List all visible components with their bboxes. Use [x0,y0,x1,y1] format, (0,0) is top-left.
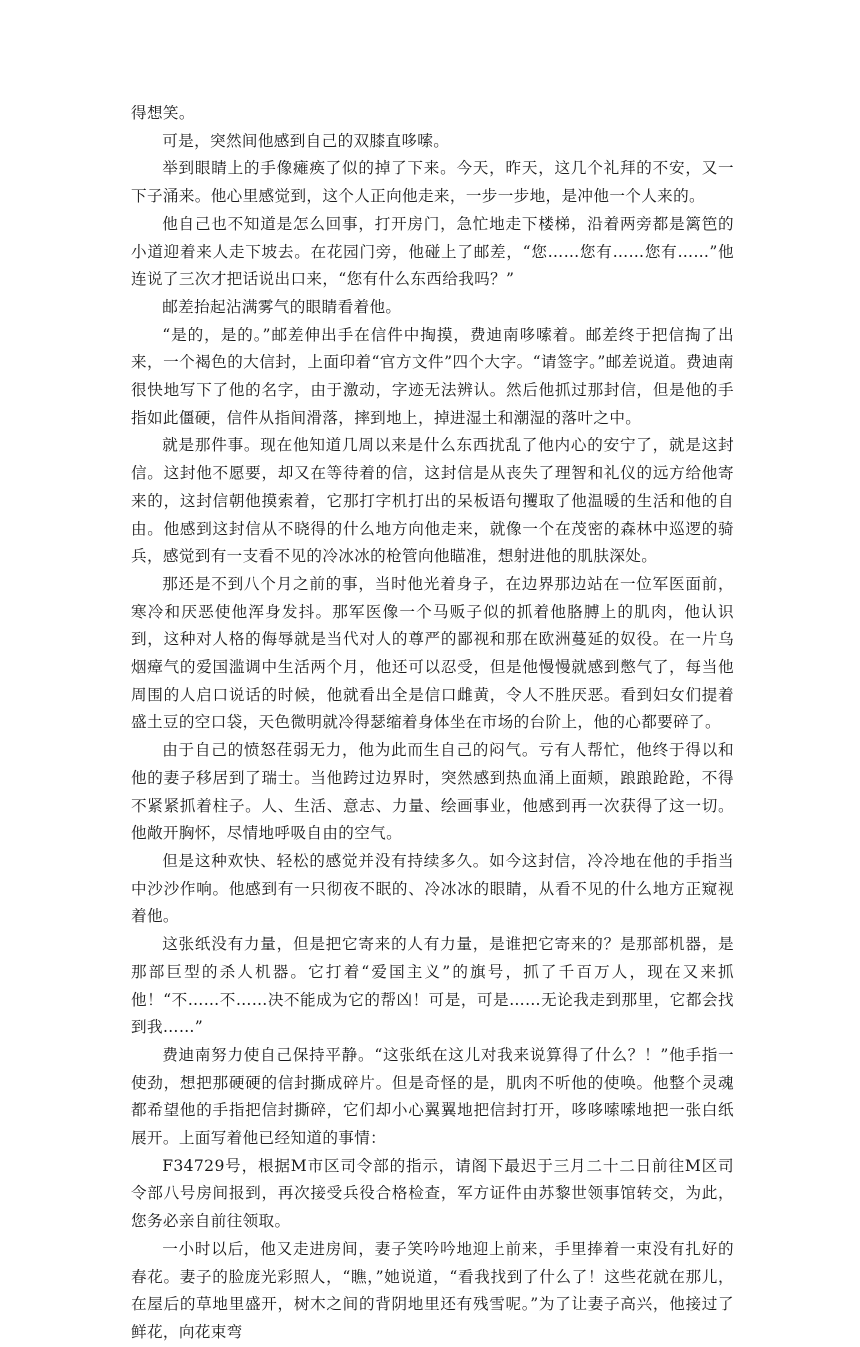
paragraph: 那还是不到八个月之前的事，当时他光着身子，在边界那边站在一位军医面前，寒冷和厌恶使他浑身发抖。那军医像一个马贩子似的抓着他胳膊上的肌肉，他认识到，这种对人格的侮辱就是当代对人的尊严的鄙视和那在欧洲蔓延的奴役。在一片乌烟瘴气的爱国滥调中生活两个月，他还可以忍受，但是他慢慢就感到憋气了，每当他周围的人启口说话的时候，他就看出全是信口雌黄，令人不胜厌恶。看到妇女们提着盛土豆的空口袋，天色微明就冷得瑟缩着身体坐在市场的台阶上，他的心都要碎了。 [131,574,734,732]
paragraph: 这张纸没有力量，但是把它寄来的人有力量，是谁把它寄来的？是那部机器，是那部巨型的杀人机器。它打着“爱国主义”的旗号，抓了千百万人，现在又来抓他！“不……不……决不能成为它的帮凶！可是，可是……无论我走到那里，它都会找到我……” [131,935,734,1037]
paragraph: “是的，是的。”邮差伸出手在信件中掏摸，费迪南哆嗦着。邮差终于把信掏了出来，一个褐色的大信封，上面印着“官方文件”四个大字。“请签字。”邮差说道。费迪南很快地写下了他的名字，由于激动，字迹无法辨认。然后他抓过那封信，但是他的手指如此僵硬，信件从指间滑落，摔到地上，掉进湿土和潮湿的落叶之中。 [131,325,734,427]
paragraph: 由于自己的愤怒荏弱无力，他为此而生自己的闷气。亏有人帮忙，他终于得以和他的妻子移居到了瑞士。当他跨过边界时，突然感到热血涌上面颊，踉踉跄跄，不得不紧紧抓着柱子。人、生活、意志、力量、绘画事业，他感到再一次获得了这一切。他敞开胸怀，尽情地呼吸自由的空气。 [131,741,734,843]
paragraph: 举到眼睛上的手像瘫痪了似的掉了下来。今天，昨天，这几个礼拜的不安，又一下子涌来。他心里感觉到，这个人正向他走来，一步一步地，是冲他一个人来的。 [131,159,734,206]
notice-paragraph: F34729号，根据M市区司令部的指示，请阁下最迟于三月二十二日前往M区司令部八号房间报到，再次接受兵役合格检查，军方证件由苏黎世领事馆转交，为此，您务必亲自前往领取。 [131,1156,734,1231]
paragraph: 一小时以后，他又走进房间，妻子笑吟吟地迎上前来，手里捧着一束没有扎好的春花。妻子的脸庞光彩照人，“瞧，”她说道，“看我找到了什么了！这些花就在那儿，在屋后的草地里盛开，树木之间的背阴地里还有残雪呢。”为了让妻子高兴，他接过了鲜花，向花束弯 [131,1239,734,1341]
paragraph: 得想笑。 [131,104,195,122]
paragraph: 费迪南努力使自己保持平静。“这张纸在这儿对我来说算得了什么？！”他手指一使劲，想把那硬硬的信封撕成碎片。但是奇怪的是，肌肉不听他的使唤。他整个灵魂都希望他的手指把信封撕碎，它们却小心翼翼地把信封打开，哆哆嗦嗦地把一张白纸展开。上面写着他已经知道的事情： [131,1045,734,1148]
paragraph: 但是这种欢快、轻松的感觉并没有持续多久。如今这封信，冷冷地在他的手指当中沙沙作响。他感到有一只彻夜不眠的、冷冰冰的眼睛，从看不见的什么地方正窥视着他。 [131,851,734,926]
paragraph: 他自己也不知道是怎么回事，打开房门，急忙地走下楼梯，沿着两旁都是篱笆的小道迎着来人走下坡去。在花园门旁，他碰上了邮差，“您……您有……您有……”他连说了三次才把话说出口来，“您有什么东西给我吗？” [131,214,734,289]
paragraph: 就是那件事。现在他知道几周以来是什么东西扰乱了他内心的安宁了，就是这封信。这封他不愿要，却又在等待着的信，这封信是从丧失了理智和礼仪的远方给他寄来的，这封信朝他摸索着，它那打字机打出的呆板语句攫取了他温暖的生活和他的自由。他感到这封信从不晓得的什么地方向他走来，就像一个在茂密的森林中巡逻的骑兵，感觉到有一支看不见的冷冰冰的枪管向他瞄准，想射进他的肌肤深处。 [131,436,734,566]
paragraph: 可是，突然间他感到自己的双膝直哆嗦。 [162,131,450,150]
paragraph: 邮差抬起沾满雾气的眼睛看着他。 [162,297,402,316]
document-page [131,100,734,1347]
